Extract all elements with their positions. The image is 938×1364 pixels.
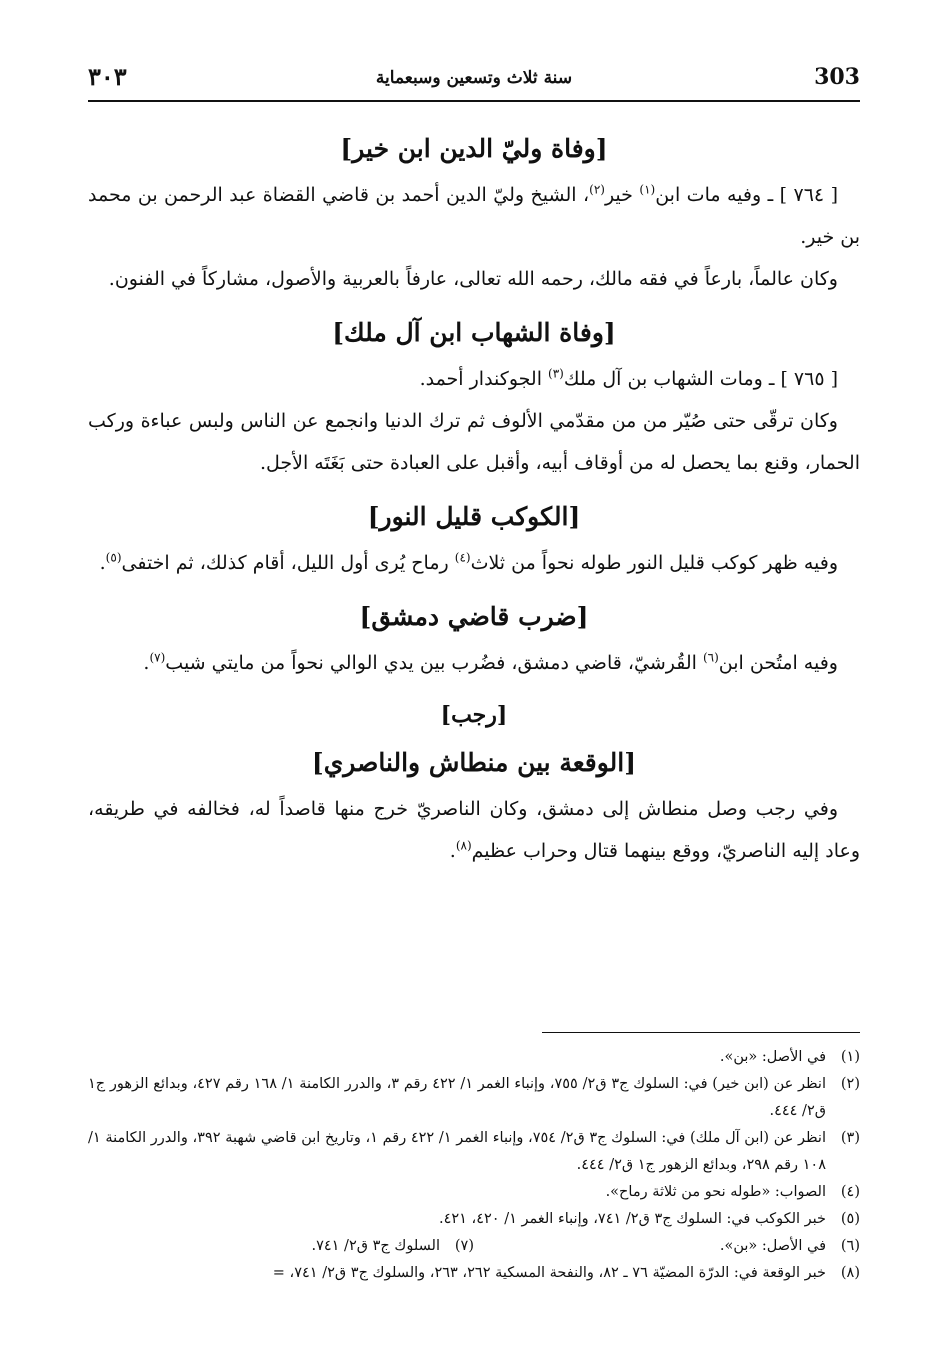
text-run: . — [449, 840, 456, 862]
text-run: وفيه ظهر كوكب قليل النور طوله نحواً من ثلاث — [470, 552, 838, 574]
section-heading: [وفاة وليّ الدين ابن خير] — [340, 134, 608, 163]
text-run: [ ٧٦٤ ] ـ وفيه مات ابن — [655, 184, 838, 206]
month-heading: [رجب] — [440, 702, 508, 728]
main-text — [88, 124, 860, 872]
text-run: [ ٧٦٥ ] ـ ومات الشهاب بن آل ملك — [563, 368, 838, 390]
footnote — [88, 1125, 860, 1179]
footnote-number: (١) — [840, 1049, 860, 1065]
section-heading: [الكوكب قليل النور] — [367, 502, 581, 531]
footnote-number: (٣) — [840, 1130, 860, 1146]
entry-paragraph — [88, 358, 860, 400]
section-heading: [وفاة الشهاب ابن آل ملك] — [332, 318, 616, 347]
text-run: رماح يُرى أول الليل، أقام كذلك، ثم اختفى — [121, 552, 455, 574]
footnote-text: انظر عن (ابن آل ملك) في: السلوك ج٣ ق٢/ ٧٥٤، وإنباء الغمر ١/ ٤٢٢ رقم ١، وتاريخ ابن قاضي شهبة ٣٩٢، والدرر الكامنة ١/ ١٠٨ رقم ٢٩٨، وبدائع الزهور ج١ ق٢/ ٤٤٤. — [88, 1130, 826, 1173]
footnote-number: (٨) — [840, 1265, 860, 1281]
text-run: وفيه امتُحن ابن — [718, 652, 838, 674]
footnote-text: في الأصل: «بن». — [719, 1049, 826, 1065]
text-run: خير — [604, 184, 640, 206]
text-run: . — [143, 652, 150, 674]
footnote-ref: (٤) — [454, 550, 471, 565]
footnote — [88, 1044, 860, 1071]
footnote-number: (٦) — [840, 1238, 860, 1254]
footnote-text: انظر عن (ابن خير) في: السلوك ج٣ ق٢/ ٧٥٥، وإنباء الغمر ١/ ٤٢٢ رقم ٣، والدرر الكامنة ١/ ١٦٨ رقم ٤٢٧، وبدائع الزهور ج١ ق٢/ ٤٤٤. — [88, 1076, 826, 1119]
body-paragraph — [88, 788, 860, 872]
footnote — [88, 1206, 860, 1233]
body-paragraph — [88, 542, 860, 584]
footnote-text: خبر الكوكب في: السلوك ج٣ ق٢/ ٧٤١، وإنباء الغمر ١/ ٤٢٠، ٤٢١. — [438, 1211, 826, 1227]
footnotes — [88, 1044, 860, 1287]
body-paragraph: وكان عالماً، بارعاً في فقه مالك، رحمه الله تعالى، عارفاً بالعربية والأصول، مشاركاً في الفنون. — [108, 268, 838, 290]
header-rule — [88, 100, 860, 102]
footnote — [88, 1260, 860, 1287]
text-run: القُرشيّ، قاضي دمشق، فضُرب بين يدي الوالي نحواً من مايتي شيب — [165, 652, 703, 674]
footnote-number: (٥) — [840, 1211, 860, 1227]
footnote-number: (٢) — [840, 1076, 860, 1092]
footnote-number: (٤) — [840, 1184, 860, 1200]
footnote — [88, 1179, 860, 1206]
section-heading: [الوقعة بين منطاش والناصري] — [311, 748, 637, 777]
body-paragraph: وكان ترقّى حتى صُيّر من من مقدّمي الألوف ثم ترك الدنيا وانجمع عن الناس ولبس عباءة وركب الحمار، وقنع بما يحصل له من أوقاف أبيه، وأقبل على العبادة حتى بَغَتَه الأجل. — [88, 410, 860, 474]
text-run: ، الشيخ وليّ الدين أحمد بن قاضي القضاة عبد الرحمن بن محمد بن خير. — [88, 184, 860, 248]
entry-paragraph — [88, 174, 860, 258]
running-title: سنة ثلاث وتسعين وسبعماية — [375, 68, 573, 88]
document-page — [88, 0, 860, 1364]
page-header — [88, 62, 860, 102]
footnote-ref: (٣) — [548, 366, 564, 381]
footnote-ref: (٨) — [455, 838, 472, 853]
footnote-text: السلوك ج٣ ق٢/ ٧٤١. — [311, 1238, 440, 1254]
footnote-ref: (٥) — [105, 550, 122, 565]
footnote-number: (٧) — [454, 1238, 474, 1254]
footnote-ref: (٦) — [702, 650, 719, 665]
text-run: الجوكندار أحمد. — [419, 368, 549, 390]
text-run: . — [99, 552, 106, 574]
footnote-ref: (١) — [639, 182, 656, 197]
page-number-arabic: ٣٠٣ — [88, 62, 127, 91]
section-heading: [ضرب قاضي دمشق] — [359, 602, 589, 631]
footnote-ref: (٢) — [589, 182, 605, 197]
footnote-rule — [542, 1032, 860, 1033]
footnote-text: في الأصل: «بن». — [719, 1238, 826, 1254]
body-paragraph — [88, 642, 860, 684]
footnote-pair — [88, 1233, 860, 1260]
footnote — [88, 1071, 860, 1125]
text-run: وفي رجب وصل منطاش إلى دمشق، وكان الناصريّ خرج منها قاصداً له، فخالفه في طريقه، وعاد إليه الناصريّ، ووقع بينهما قتال وحراب عظيم — [88, 798, 860, 862]
footnote-ref: (٧) — [149, 650, 166, 665]
page-number-latin: 303 — [814, 64, 860, 90]
footnote-text: الصواب: «طوله نحو من ثلاثة رماح». — [605, 1184, 826, 1200]
footnote-text: خبر الوقعة في: الدرّة المضيّة ٧٦ ـ ٨٢، والنفحة المسكية ٢٦٢، ٢٦٣، والسلوك ج٣ ق٢/ ٧٤١، = — [272, 1265, 826, 1281]
